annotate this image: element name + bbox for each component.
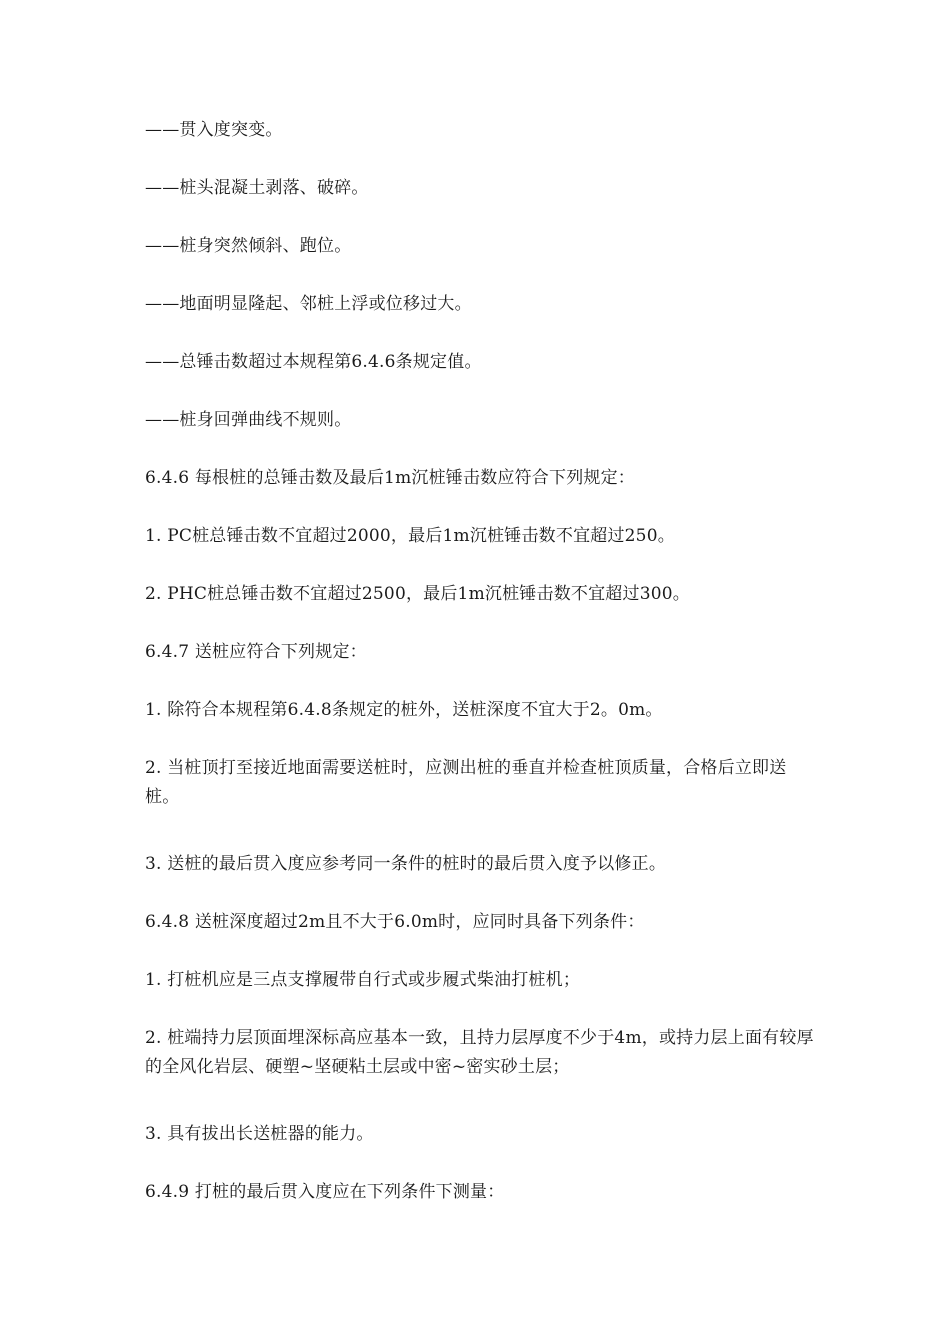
section-heading-6-4-9: 6.4.9 打桩的最后贯入度应在下列条件下测量： — [145, 1182, 505, 1202]
paragraph-pile-tilt: ——桩身突然倾斜、跑位。 — [145, 236, 352, 256]
paragraph-total-blows-exceeded: ——总锤击数超过本规程第6.4.6条规定值。 — [145, 352, 482, 372]
list-item-pile-driver: 1. 打桩机应是三点支撑履带自行式或步履式柴油打桩机； — [145, 970, 581, 990]
list-item-pile-depth: 1. 除符合本规程第6.4.8条规定的桩外，送桩深度不宜大于2。0m。 — [145, 700, 663, 720]
paragraph-rebound-curve: ——桩身回弹曲线不规则。 — [145, 410, 352, 430]
section-heading-6-4-7: 6.4.7 送桩应符合下列规定： — [145, 642, 367, 662]
list-item-pile-top-near-ground: 2. 当桩顶打至接近地面需要送桩时，应测出桩的垂直并检查桩顶质量，合格后立即送桩。 — [145, 758, 787, 807]
paragraph-ground-uplift: ——地面明显隆起、邻桩上浮或位移过大。 — [145, 294, 472, 314]
section-heading-6-4-8: 6.4.8 送桩深度超过2m且不大于6.0m时，应同时具备下列条件： — [145, 912, 645, 932]
list-item-phc-pile: 2. PHC桩总锤击数不宜超过2500，最后1m沉桩锤击数不宜超过300。 — [145, 584, 690, 604]
list-item-pc-pile: 1. PC桩总锤击数不宜超过2000，最后1m沉桩锤击数不宜超过250。 — [145, 526, 675, 546]
section-heading-6-4-6: 6.4.6 每根桩的总锤击数及最后1m沉桩锤击数应符合下列规定： — [145, 468, 635, 488]
paragraph-pile-head-concrete: ——桩头混凝土剥落、破碎。 — [145, 178, 369, 198]
list-item-extraction-capability: 3. 具有拔出长送桩器的能力。 — [145, 1124, 374, 1144]
list-item-final-penetration: 3. 送桩的最后贯入度应参考同一条件的桩时的最后贯入度予以修正。 — [145, 854, 667, 874]
paragraph-penetration-change: ——贯入度突变。 — [145, 120, 283, 140]
list-item-bearing-layer: 2. 桩端持力层顶面埋深标高应基本一致，且持力层厚度不少于4m，或持力层上面有较厚的全风化岩层、硬塑~坚硬粘土层或中密~密实砂土层； — [145, 1028, 814, 1077]
